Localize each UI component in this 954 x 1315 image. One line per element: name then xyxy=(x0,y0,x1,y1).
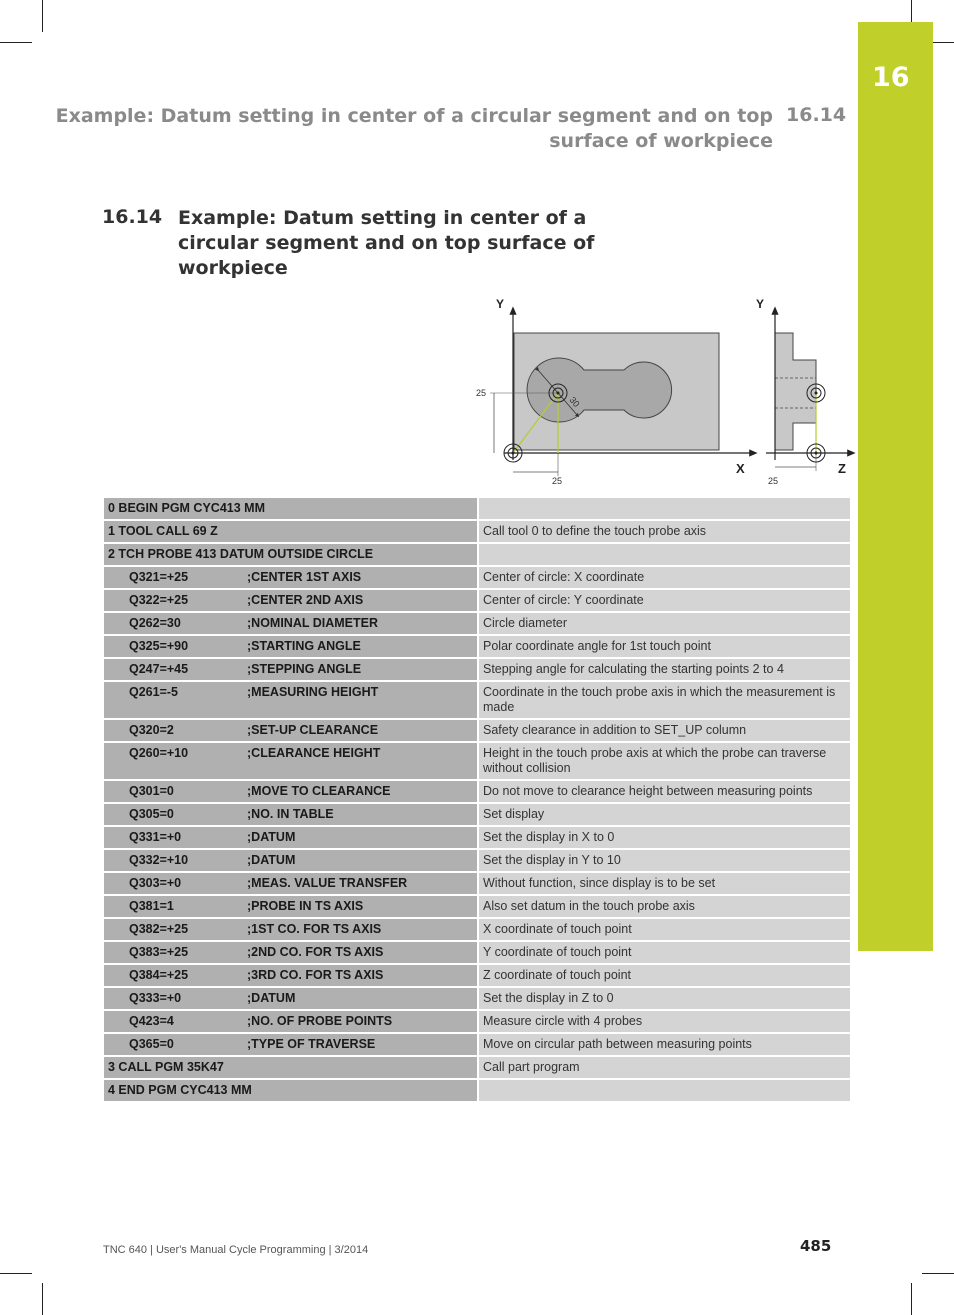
parameter-assignment: Q260=+10 xyxy=(129,746,189,760)
axis-y-right-label: Y xyxy=(756,297,765,311)
parameter-assignment: Q384=+25 xyxy=(129,968,189,982)
program-code-cell xyxy=(104,781,477,804)
parameter-comment: ;DATUM xyxy=(247,830,296,844)
program-code-cell xyxy=(104,682,477,720)
program-block: 4 END PGM CYC413 MM xyxy=(108,1083,252,1097)
description-cell: Without function, since display is to be set xyxy=(477,873,850,896)
parameter-assignment: Q305=0 xyxy=(129,807,174,821)
crop-mark xyxy=(0,42,32,43)
running-head-number: 16.14 xyxy=(786,104,847,126)
dim-z-label: 25 xyxy=(768,476,779,486)
program-code-cell xyxy=(104,827,477,850)
workpiece-figure xyxy=(466,290,858,490)
running-head xyxy=(56,104,773,154)
program-code-cell xyxy=(104,804,477,827)
parameter-comment: ;STARTING ANGLE xyxy=(247,639,361,653)
table-row xyxy=(104,873,850,896)
parameter-assignment: Q333=+0 xyxy=(129,991,182,1005)
footer-text: TNC 640 | User's Manual Cycle Programming | 3/2014 xyxy=(103,1244,369,1256)
description-cell: Also set datum in the touch probe axis xyxy=(477,896,850,919)
description-cell xyxy=(477,544,850,567)
program-code-cell xyxy=(104,942,477,965)
table-row xyxy=(104,590,850,613)
table-row xyxy=(104,1011,850,1034)
parameter-comment: ;MEAS. VALUE TRANSFER xyxy=(247,876,408,890)
description-cell: Move on circular path between measuring points xyxy=(477,1034,850,1057)
program-code-cell xyxy=(104,988,477,1011)
program-block: 2 TCH PROBE 413 DATUM OUTSIDE CIRCLE xyxy=(108,547,374,561)
table-row xyxy=(104,659,850,682)
axis-y-left-label: Y xyxy=(496,297,505,311)
table-row xyxy=(104,567,850,590)
parameter-assignment: Q262=30 xyxy=(129,616,181,630)
program-table xyxy=(104,498,850,1103)
parameter-comment: ;NO. IN TABLE xyxy=(247,807,334,821)
program-code-cell xyxy=(104,1080,477,1103)
description-cell: Measure circle with 4 probes xyxy=(477,1011,850,1034)
description-cell xyxy=(477,1080,850,1103)
table-row xyxy=(104,919,850,942)
chapter-number: 16 xyxy=(872,62,910,93)
parameter-comment: ;2ND CO. FOR TS AXIS xyxy=(247,945,384,959)
table-row xyxy=(104,1034,850,1057)
parameter-comment: ;1ST CO. FOR TS AXIS xyxy=(247,922,382,936)
crop-mark xyxy=(42,0,43,32)
parameter-assignment: Q382=+25 xyxy=(129,922,189,936)
description-cell: Do not move to clearance height between measuring points xyxy=(477,781,850,804)
description-cell: Z coordinate of touch point xyxy=(477,965,850,988)
table-row xyxy=(104,896,850,919)
program-code-cell xyxy=(104,850,477,873)
program-code-cell xyxy=(104,873,477,896)
dim-diameter-label: 30 xyxy=(567,394,582,409)
program-block: 0 BEGIN PGM CYC413 MM xyxy=(108,501,265,515)
description-cell: Polar coordinate angle for 1st touch point xyxy=(477,636,850,659)
parameter-assignment: Q423=4 xyxy=(129,1014,174,1028)
table-row xyxy=(104,613,850,636)
description-cell: Call part program xyxy=(477,1057,850,1080)
parameter-assignment: Q383=+25 xyxy=(129,945,189,959)
program-code-cell xyxy=(104,613,477,636)
program-code-cell xyxy=(104,743,477,781)
parameter-assignment: Q301=0 xyxy=(129,784,174,798)
section-title: Example: Datum setting in center of a circular segment and on top surface of workpiece xyxy=(178,207,595,279)
program-code-cell xyxy=(104,1057,477,1080)
crop-mark xyxy=(42,1283,43,1315)
program-code-cell xyxy=(104,659,477,682)
table-row xyxy=(104,942,850,965)
running-head-line1: Example: Datum setting in center of a circular segment and on top xyxy=(55,105,773,127)
description-cell: Set display xyxy=(477,804,850,827)
parameter-assignment: Q247=+45 xyxy=(129,662,189,676)
axis-z-label: Z xyxy=(838,461,846,476)
table-row xyxy=(104,1080,850,1103)
page-number: 485 xyxy=(800,1237,832,1255)
chapter-tab xyxy=(858,22,933,951)
parameter-comment: ;DATUM xyxy=(247,991,296,1005)
description-cell: Stepping angle for calculating the starting points 2 to 4 xyxy=(477,659,850,682)
running-head-line2: surface of workpiece xyxy=(549,130,773,152)
parameter-comment: ;SET-UP CLEARANCE xyxy=(247,723,379,737)
parameter-assignment: Q381=1 xyxy=(129,899,174,913)
workpiece-side-profile xyxy=(775,333,816,450)
table-row xyxy=(104,682,850,720)
description-cell: Height in the touch probe axis at which the probe can traverse without collision xyxy=(477,743,850,781)
description-cell: Coordinate in the touch probe axis in which the measurement is made xyxy=(477,682,850,720)
axis-x-label: X xyxy=(736,461,745,476)
table-row xyxy=(104,804,850,827)
crop-mark xyxy=(0,1273,32,1274)
program-code-cell xyxy=(104,896,477,919)
program-code-cell xyxy=(104,544,477,567)
section-number: 16.14 xyxy=(102,206,163,228)
description-cell: Set the display in X to 0 xyxy=(477,827,850,850)
program-code-cell xyxy=(104,521,477,544)
dim-x-label: 25 xyxy=(552,476,563,486)
parameter-comment: ;MOVE TO CLEARANCE xyxy=(247,784,391,798)
program-code-cell xyxy=(104,590,477,613)
program-code-cell xyxy=(104,567,477,590)
program-code-cell xyxy=(104,919,477,942)
crop-mark xyxy=(922,1273,954,1274)
parameter-assignment: Q261=-5 xyxy=(129,685,178,699)
description-cell xyxy=(477,498,850,521)
parameter-assignment: Q320=2 xyxy=(129,723,174,737)
parameter-assignment: Q303=+0 xyxy=(129,876,182,890)
parameter-comment: ;NO. OF PROBE POINTS xyxy=(247,1014,393,1028)
table-row xyxy=(104,988,850,1011)
program-code-cell xyxy=(104,1011,477,1034)
table-row xyxy=(104,498,850,521)
program-code-cell xyxy=(104,1034,477,1057)
parameter-comment: ;PROBE IN TS AXIS xyxy=(247,899,364,913)
table-row xyxy=(104,827,850,850)
parameter-comment: ;STEPPING ANGLE xyxy=(247,662,362,676)
table-row xyxy=(104,965,850,988)
program-code-cell xyxy=(104,636,477,659)
parameter-assignment: Q331=+0 xyxy=(129,830,182,844)
program-code-cell xyxy=(104,720,477,743)
program-code-cell xyxy=(104,965,477,988)
description-cell: Set the display in Y to 10 xyxy=(477,850,850,873)
parameter-assignment: Q322=+25 xyxy=(129,593,189,607)
table-row xyxy=(104,850,850,873)
table-row xyxy=(104,720,850,743)
parameter-comment: ;DATUM xyxy=(247,853,296,867)
description-cell: Safety clearance in addition to SET_UP column xyxy=(477,720,850,743)
description-cell: X coordinate of touch point xyxy=(477,919,850,942)
crop-mark xyxy=(911,1283,912,1315)
parameter-comment: ;CENTER 2ND AXIS xyxy=(247,593,364,607)
table-row xyxy=(104,781,850,804)
dim-y-label: 25 xyxy=(476,388,487,398)
parameter-comment: ;CLEARANCE HEIGHT xyxy=(247,746,381,760)
table-row xyxy=(104,1057,850,1080)
table-row xyxy=(104,544,850,567)
description-cell: Circle diameter xyxy=(477,613,850,636)
parameter-comment: ;CENTER 1ST AXIS xyxy=(247,570,362,584)
description-cell: Call tool 0 to define the touch probe axis xyxy=(477,521,850,544)
program-code-cell xyxy=(104,498,477,521)
table-row xyxy=(104,636,850,659)
parameter-comment: ;NOMINAL DIAMETER xyxy=(247,616,379,630)
parameter-assignment: Q365=0 xyxy=(129,1037,174,1051)
description-cell: Center of circle: X coordinate xyxy=(477,567,850,590)
table-row xyxy=(104,743,850,781)
parameter-assignment: Q325=+90 xyxy=(129,639,189,653)
program-block: 1 TOOL CALL 69 Z xyxy=(108,524,218,538)
parameter-comment: ;3RD CO. FOR TS AXIS xyxy=(247,968,384,982)
description-cell: Center of circle: Y coordinate xyxy=(477,590,850,613)
parameter-assignment: Q332=+10 xyxy=(129,853,189,867)
parameter-comment: ;MEASURING HEIGHT xyxy=(247,685,379,699)
program-block: 3 CALL PGM 35K47 xyxy=(108,1060,224,1074)
description-cell: Y coordinate of touch point xyxy=(477,942,850,965)
parameter-comment: ;TYPE OF TRAVERSE xyxy=(247,1037,376,1051)
parameter-assignment: Q321=+25 xyxy=(129,570,189,584)
table-row xyxy=(104,521,850,544)
description-cell: Set the display in Z to 0 xyxy=(477,988,850,1011)
